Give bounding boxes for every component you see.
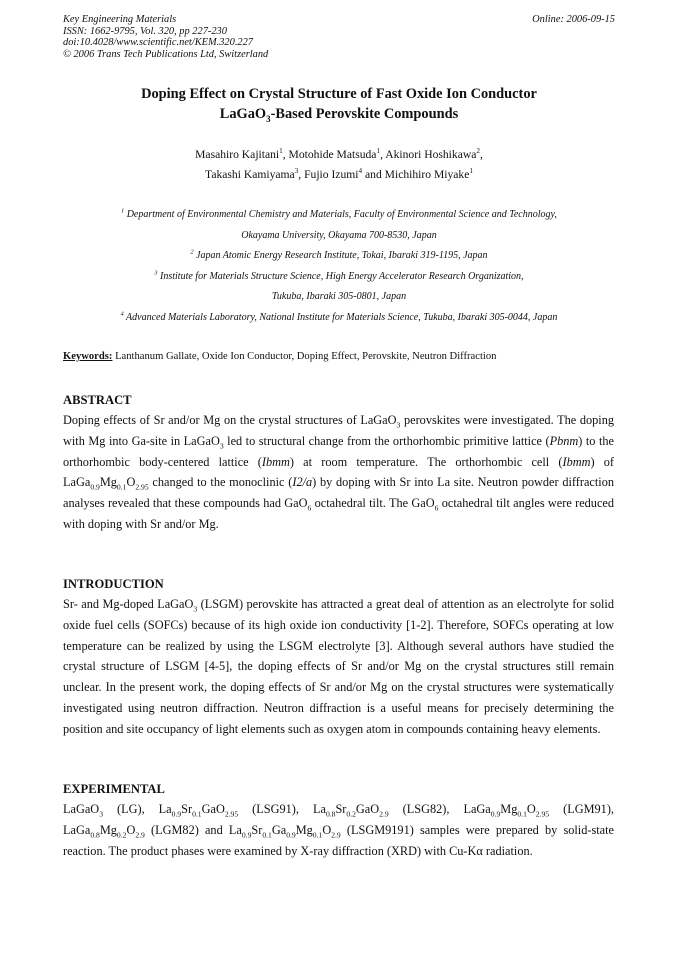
paper-title	[40, 84, 638, 124]
issn-line: ISSN: 1662-9795, Vol. 320, pp 227-230	[63, 25, 227, 37]
journal-header	[63, 14, 615, 60]
affiliation-line: $^3$ Institute for Materials Structure Science, High Energy Accelerator Research Organization,	[154, 269, 524, 282]
title-line-2: LaGaO$_3$-Based Perovskite Compounds	[219, 106, 459, 124]
author-list	[40, 145, 638, 185]
author-name: Akinori Hoshikawa	[385, 148, 477, 161]
doi-line: doi:10.4028/www.scientific.net/KEM.320.227	[63, 37, 253, 48]
affiliations	[40, 205, 638, 328]
author-name: Fujio Izumi	[304, 168, 359, 181]
author-name: Motohide Matsuda	[288, 148, 377, 161]
experimental-text: LaGaO$_3$ (LG), $La_{0.9}Sr_{0.1}GaO_{2.95}$ (LSG91), $La_{0.8}Sr_{0.2}GaO_{2.9}$ (LSG82), $LaGa_{0.9}Mg_{0.1}O_{2.95}$ (LGM91), $LaGa_{0.8}Mg_{0.2}O_{2.9}$ (LGM82) and $La_{0.9}Sr_{0.1}Ga_{0.9}Mg_{0.1}O_{2.9}$ (LSGM9191) samples were prepared by solid-state reaction. The product phases were examined by X-ray diffraction (XRD) with Cu-Kα radiation.	[63, 802, 614, 858]
affiliation-line: Tukuba, Ibaraki 305-0801, Japan	[271, 291, 407, 302]
title-line-1: Doping Effect on Crystal Structure of Fast Oxide Ion Conductor	[141, 86, 537, 102]
keywords-text: Lanthanum Gallate, Oxide Ion Conductor, Doping Effect, Perovskite, Neutron Diffraction	[112, 351, 497, 362]
abstract-heading: ABSTRACT	[63, 393, 132, 407]
introduction-heading: INTRODUCTION	[63, 577, 164, 591]
experimental-section	[63, 779, 614, 861]
author-name: Masahiro Kajitani	[195, 148, 280, 161]
copyright-line: © 2006 Trans Tech Publications Ltd, Switzerland	[63, 48, 269, 60]
affiliation-line: $^1$ Department of Environmental Chemistry and Materials, Faculty of Environmental Science and Technology,	[121, 207, 557, 220]
affiliation-line: Okayama University, Okayama 700-8530, Japan	[241, 229, 437, 241]
affiliation-line: $^2$ Japan Atomic Energy Research Institute, Tokai, Ibaraki 319-1195, Japan	[190, 248, 488, 261]
author-line-1: Masahiro Kajitani$^1$, Motohide Matsuda$^1$, Akinori Hoshikawa$^2$,	[195, 147, 483, 161]
author-name: Takashi Kamiyama	[205, 168, 295, 181]
keywords	[63, 351, 615, 362]
keywords-label: Keywords:	[63, 351, 113, 362]
abstract-text: Doping effects of Sr and/or Mg on the crystal structures of LaGaO$_3$ perovskites were investigated. The doping with Mg into Ga-site in LaGaO$_3$ led to structural change from the orthorhombic primitive lattice (Pbnm) to the orthorhombic body-centered lattice (Ibmm) at room temperature. The orthorhombic cell (Ibmm) of $LaGa_{0.9}Mg_{0.1}O_{2.95}$ changed to the monoclinic (I2/a) by doping with Sr into La site. Neutron powder diffraction analyses revealed that these compounds had GaO$_6$ octahedral tilt. The GaO$_6$ octahedral tilt angles were reduced with doping with Sr and/or Mg.	[63, 413, 615, 531]
online-date: Online: 2006-09-15	[532, 14, 615, 25]
journal-name: Key Engineering Materials	[63, 14, 177, 25]
author-line-2: Takashi Kamiyama$^3$, Fujio Izumi$^4$ and Michihiro Miyake$^1$	[205, 167, 473, 181]
affiliation-line: $^4$ Advanced Materials Laboratory, National Institute for Materials Science, Tukuba, Ibaraki 305-0044, Japan	[120, 310, 558, 323]
introduction-section	[63, 574, 614, 740]
abstract-section	[63, 390, 614, 535]
experimental-heading: EXPERIMENTAL	[63, 782, 165, 796]
introduction-text: Sr- and Mg-doped LaGaO$_3$ (LSGM) perovskite has attracted a great deal of attention as an electrolyte for solid oxide fuel cells (SOFCs) because of its high oxide ion conductivity [1-2]. Therefore, SOFCs operating at low temperature can be realized by using the LSGM electrolyte [3]. Although several authors have studied the crystal structure of LSGM [4-5], the doping effects of Sr and/or Mg on the crystal structures still remain unclear. In the present work, the doping effects of Sr and/or Mg on the crystal structures were systematically investigated using neutron diffraction. Neutron diffraction is a useful means for precisely determining the position and site occupancy of light elements such as oxygen atom in compounds containing heavy elements.	[63, 597, 614, 736]
author-name: Michihiro Miyake	[384, 168, 470, 181]
